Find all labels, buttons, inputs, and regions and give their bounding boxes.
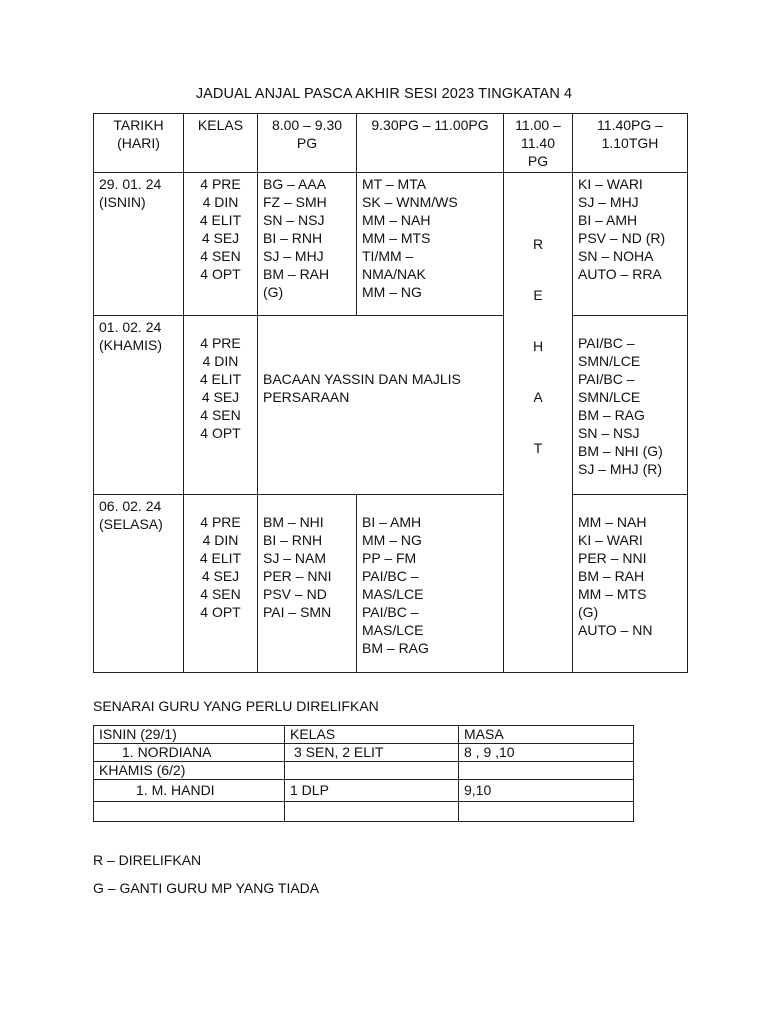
merged-activity-cell bbox=[258, 316, 504, 495]
rehat-letter: E bbox=[533, 287, 543, 303]
date-cell bbox=[94, 173, 184, 316]
rehat-letter: T bbox=[533, 440, 543, 456]
relief-cell: 1. M. HANDI bbox=[94, 780, 285, 802]
class-item: 4 SEJ bbox=[201, 568, 240, 584]
subject-item: BM – RAG bbox=[362, 640, 429, 656]
class-list bbox=[184, 173, 258, 316]
class-item: 4 DIN bbox=[202, 353, 239, 369]
subject-item: SN – NOHA bbox=[578, 248, 654, 264]
header-text: TARIKH bbox=[113, 117, 164, 133]
class-item: 4 ELIT bbox=[199, 371, 242, 387]
subject-item: SMN/LCE bbox=[578, 389, 641, 405]
subject-item: MM – NG bbox=[362, 532, 422, 548]
timetable bbox=[93, 113, 688, 673]
class-item: 4 SEN bbox=[200, 407, 241, 423]
header-text: 11.40PG – bbox=[597, 117, 663, 133]
relief-cell bbox=[285, 802, 459, 822]
subject-item: MT – MTA bbox=[362, 176, 427, 192]
relief-cell: 1 DLP bbox=[285, 780, 459, 802]
date-cell bbox=[94, 316, 184, 495]
subject-item: SJ – MHJ bbox=[578, 194, 639, 210]
subject-item: PAI/BC – bbox=[362, 568, 419, 584]
header-tarikh bbox=[94, 114, 184, 173]
rehat-cell bbox=[504, 173, 573, 673]
activity-text: BACAAN YASSIN DAN MAJLIS PERSARAAN bbox=[263, 371, 461, 405]
header-text: 8.00 – 9.30 bbox=[271, 117, 343, 133]
class-item: 4 PRE bbox=[200, 335, 241, 351]
class-item: 4 SEN bbox=[200, 248, 241, 264]
class-item: 4 SEJ bbox=[201, 389, 240, 405]
subject-item: BM – RAG bbox=[578, 407, 645, 423]
subject-item: BM – RAH bbox=[578, 568, 645, 584]
slot3-cell bbox=[573, 495, 688, 673]
class-list bbox=[184, 316, 258, 495]
slot1-cell bbox=[258, 173, 357, 316]
subject-item: MM – NAH bbox=[578, 514, 647, 530]
class-item: 4 ELIT bbox=[199, 212, 242, 228]
subject-item: SK – WNM/WS bbox=[362, 194, 458, 210]
relief-cell bbox=[285, 762, 459, 780]
relief-row bbox=[94, 802, 634, 822]
subject-item: PP – FM bbox=[362, 550, 417, 566]
header-slot1 bbox=[258, 114, 357, 173]
day-row-khamis bbox=[94, 316, 688, 495]
day: (ISNIN) bbox=[99, 194, 146, 210]
relief-header-cell: ISNIN (29/1) bbox=[94, 726, 285, 744]
subject-item: SN – NSJ bbox=[578, 425, 640, 441]
relief-header-cell: MASA bbox=[459, 726, 634, 744]
relief-cell bbox=[94, 802, 285, 822]
subject-item: SJ – MHJ (R) bbox=[578, 461, 662, 477]
slot3-cell bbox=[573, 173, 688, 316]
class-item: 4 ELIT bbox=[199, 550, 242, 566]
relief-row bbox=[94, 744, 634, 762]
header-text: 11.40 bbox=[521, 135, 555, 151]
subject-item: PAI – SMN bbox=[263, 604, 332, 620]
subject-item: KI – WARI bbox=[578, 176, 643, 192]
subject-item: BI – AMH bbox=[578, 212, 638, 228]
header-kelas: KELAS bbox=[184, 114, 258, 173]
subject-item: MAS/LCE bbox=[362, 622, 424, 638]
subject-item: PAI/BC – bbox=[578, 371, 635, 387]
subject-item: SMN/LCE bbox=[578, 353, 641, 369]
subject-item: AUTO – NN bbox=[578, 622, 653, 638]
class-item: 4 DIN bbox=[202, 532, 239, 548]
subject-item: BI – RNH bbox=[263, 532, 323, 548]
relief-cell: 9,10 bbox=[459, 780, 634, 802]
relief-heading: SENARAI GURU YANG PERLU DIRELIFKAN bbox=[93, 698, 379, 714]
subject-item: AUTO – RRA bbox=[578, 266, 662, 282]
subject-item: MM – NAH bbox=[362, 212, 431, 228]
class-item: 4 DIN bbox=[202, 194, 239, 210]
day-row-isnin bbox=[94, 173, 688, 316]
relief-cell: 1. NORDIANA bbox=[94, 744, 285, 762]
subject-item: PSV – ND bbox=[263, 586, 327, 602]
class-item: 4 SEN bbox=[200, 586, 241, 602]
relief-row bbox=[94, 762, 634, 780]
subject-item: PER – NNI bbox=[263, 568, 332, 584]
day: (KHAMIS) bbox=[99, 337, 162, 353]
note-r: R – DIRELIFKAN bbox=[93, 852, 202, 868]
relief-cell bbox=[459, 802, 634, 822]
slot1-cell bbox=[258, 495, 357, 673]
slot3-cell bbox=[573, 316, 688, 495]
subject-item: BI – RNH bbox=[263, 230, 323, 246]
date-cell bbox=[94, 495, 184, 673]
header-slot2: 9.30PG – 11.00PG bbox=[357, 114, 504, 173]
subject-item: MM – MTS bbox=[578, 586, 647, 602]
relief-cell bbox=[459, 762, 634, 780]
subject-item: FZ – SMH bbox=[263, 194, 327, 210]
slot2-cell bbox=[357, 173, 504, 316]
day: (SELASA) bbox=[99, 516, 163, 532]
relief-row bbox=[94, 780, 634, 802]
subject-item: MM – NG bbox=[362, 284, 422, 300]
subject-item: PSV – ND (R) bbox=[578, 230, 666, 246]
class-item: 4 SEJ bbox=[201, 230, 240, 246]
date: 06. 02. 24 bbox=[99, 498, 162, 514]
subject-item: SJ – MHJ bbox=[263, 248, 324, 264]
class-item: 4 OPT bbox=[200, 266, 241, 282]
rehat-letter: H bbox=[532, 338, 544, 354]
slot2-cell bbox=[357, 495, 504, 673]
subject-item: PAI/BC – bbox=[362, 604, 419, 620]
subject-item: BM – NHI bbox=[263, 514, 324, 530]
relief-table bbox=[93, 725, 634, 822]
class-list bbox=[184, 495, 258, 673]
subject-item: SN – NSJ bbox=[263, 212, 325, 228]
header-text: PG bbox=[527, 153, 549, 169]
note-g: G – GANTI GURU MP YANG TIADA bbox=[93, 880, 320, 896]
relief-header-cell: KELAS bbox=[285, 726, 459, 744]
rehat-letter: R bbox=[532, 236, 544, 252]
subject-item: NMA/NAK bbox=[362, 266, 426, 282]
subject-item: MM – MTS bbox=[362, 230, 431, 246]
relief-cell: 8 , 9 ,10 bbox=[459, 744, 634, 762]
subject-item: PER – NNI bbox=[578, 550, 647, 566]
header-text: 1.10TGH bbox=[601, 135, 659, 151]
subject-item: BI – AMH bbox=[362, 514, 422, 530]
subject-item: MAS/LCE bbox=[362, 586, 424, 602]
rehat-letter: A bbox=[533, 389, 543, 405]
header-rehat bbox=[504, 114, 573, 173]
class-item: 4 OPT bbox=[200, 425, 241, 441]
day-row-selasa bbox=[94, 495, 688, 673]
relief-cell: 3 SEN, 2 ELIT bbox=[285, 744, 459, 762]
header-text: 11.00 – bbox=[515, 117, 561, 133]
page-title: JADUAL ANJAL PASCA AKHIR SESI 2023 TINGKATAN 4 bbox=[195, 86, 573, 102]
header-slot3 bbox=[573, 114, 688, 173]
header-text: (HARI) bbox=[117, 135, 160, 151]
subject-item: TI/MM – bbox=[362, 248, 414, 264]
date: 01. 02. 24 bbox=[99, 319, 162, 335]
subject-item: SJ – NAM bbox=[263, 550, 327, 566]
subject-item: (G) bbox=[578, 604, 599, 620]
class-item: 4 OPT bbox=[200, 604, 241, 620]
date: 29. 01. 24 bbox=[99, 176, 162, 192]
header-text: PG bbox=[296, 135, 318, 151]
subject-item: PAI/BC – bbox=[578, 335, 635, 351]
class-item: 4 PRE bbox=[200, 176, 241, 192]
subject-item: (G) bbox=[263, 284, 284, 300]
subject-item: BM – RAH bbox=[263, 266, 330, 282]
subject-item: BG – AAA bbox=[263, 176, 327, 192]
class-item: 4 PRE bbox=[200, 514, 241, 530]
subject-item: KI – WARI bbox=[578, 532, 643, 548]
relief-cell: KHAMIS (6/2) bbox=[94, 762, 285, 780]
timetable-header-row bbox=[94, 114, 688, 173]
subject-item: BM – NHI (G) bbox=[578, 443, 663, 459]
relief-header-row bbox=[94, 726, 634, 744]
